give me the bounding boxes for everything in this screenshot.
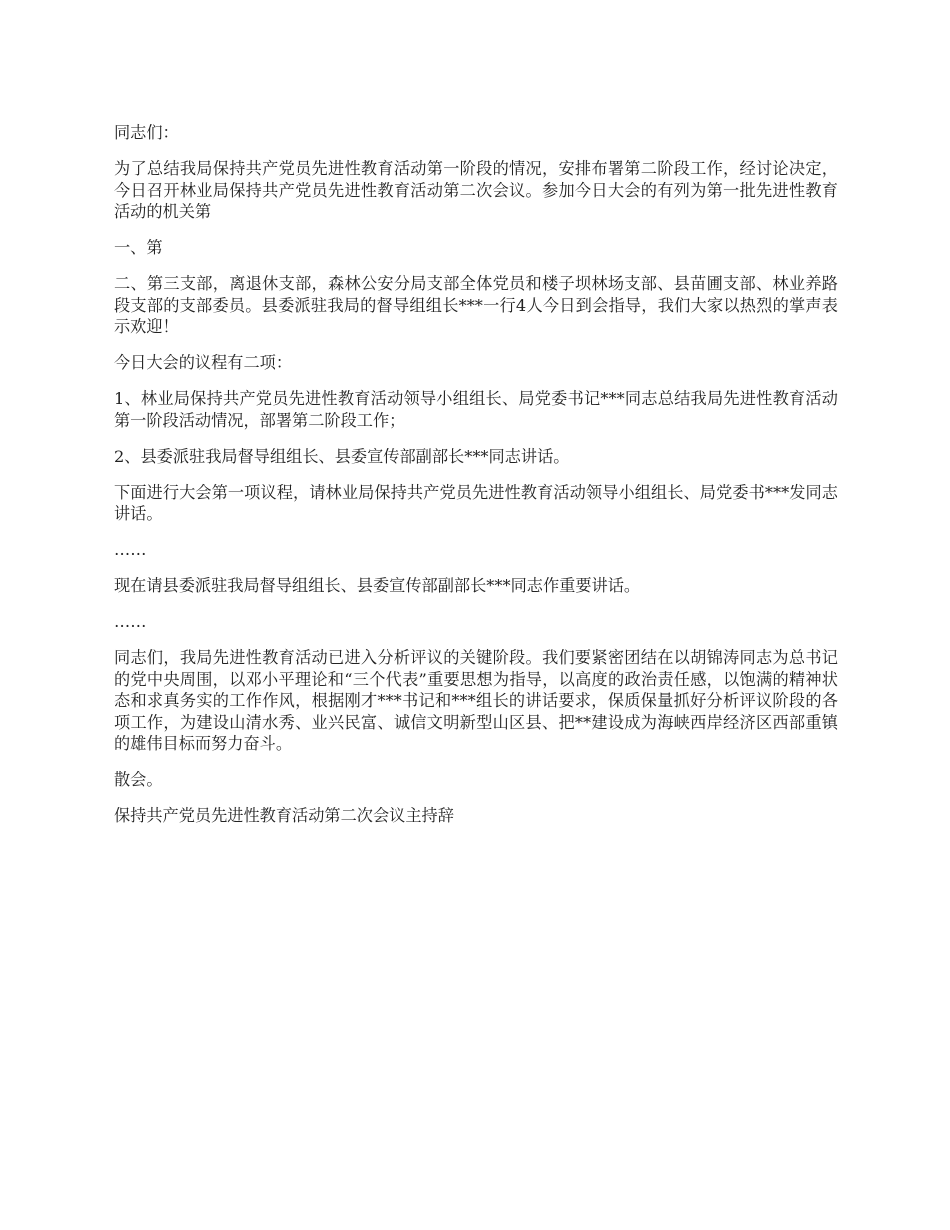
ellipsis-2: …… [114, 612, 147, 631]
paragraph-second-agenda: 现在请县委派驻我局督导组组长、县委宣传部副部长***同志作重要讲话。 [114, 576, 641, 595]
agenda-item-2: 2、县委派驻我局督导组组长、县委宣传部副部长***同志讲话。 [114, 446, 570, 466]
ellipsis-1: …… [114, 540, 147, 559]
paragraph-closing-remarks: 同志们，我局先进性教育活动已进入分析评议的关键阶段。我们要紧密团结在以胡锦涛同志为总书记的党中央周围，以邓小平理论和“三个代表”重要思想为指导，以高度的政治责任感，以饱满的精神状态和求真务实的工作作风，根据刚才***书记和***组长的讲话要求，保质保量抓好分析评议阶段的各项工作，为建设山清水秀、业兴民富、诚信文明新型山区县、把**建设成为海峡西岸经济区西部重镇的雄伟目标而努力奋斗。 [114, 648, 838, 753]
salutation: 同志们： [114, 123, 179, 142]
paragraph-item-one: 一、第 [114, 238, 163, 257]
paragraph-item-two: 二、第三支部，离退休支部，森林公安分局支部全体党员和楼子坝林场支部、县苗圃支部、林业养路段支部的支部委员。县委派驻我局的督导组组长***一行4人今日到会指导，我们大家以热烈的掌声表示欢迎！ [114, 274, 838, 336]
agenda-item-1: 1、林业局保持共产党员先进性教育活动领导小组组长、局党委书记***同志总结我局先进性教育活动第一阶段活动情况，部署第二阶段工作； [114, 389, 838, 430]
agenda-heading: 今日大会的议程有二项： [114, 353, 293, 372]
document-body [114, 122, 838, 841]
adjourn: 散会。 [114, 770, 163, 789]
paragraph-intro: 为了总结我局保持共产党员先进性教育活动第一阶段的情况，安排布署第二阶段工作，经讨论决定，今日召开林业局保持共产党员先进性教育活动第二次会议。参加今日大会的有列为第一批先进性教育活动的机关第 [114, 159, 838, 221]
document-title-footer: 保持共产党员先进性教育活动第二次会议主持辞 [114, 806, 454, 825]
paragraph-first-agenda: 下面进行大会第一项议程，请林业局保持共产党员先进性教育活动领导小组组长、局党委书***发同志讲话。 [114, 482, 838, 523]
